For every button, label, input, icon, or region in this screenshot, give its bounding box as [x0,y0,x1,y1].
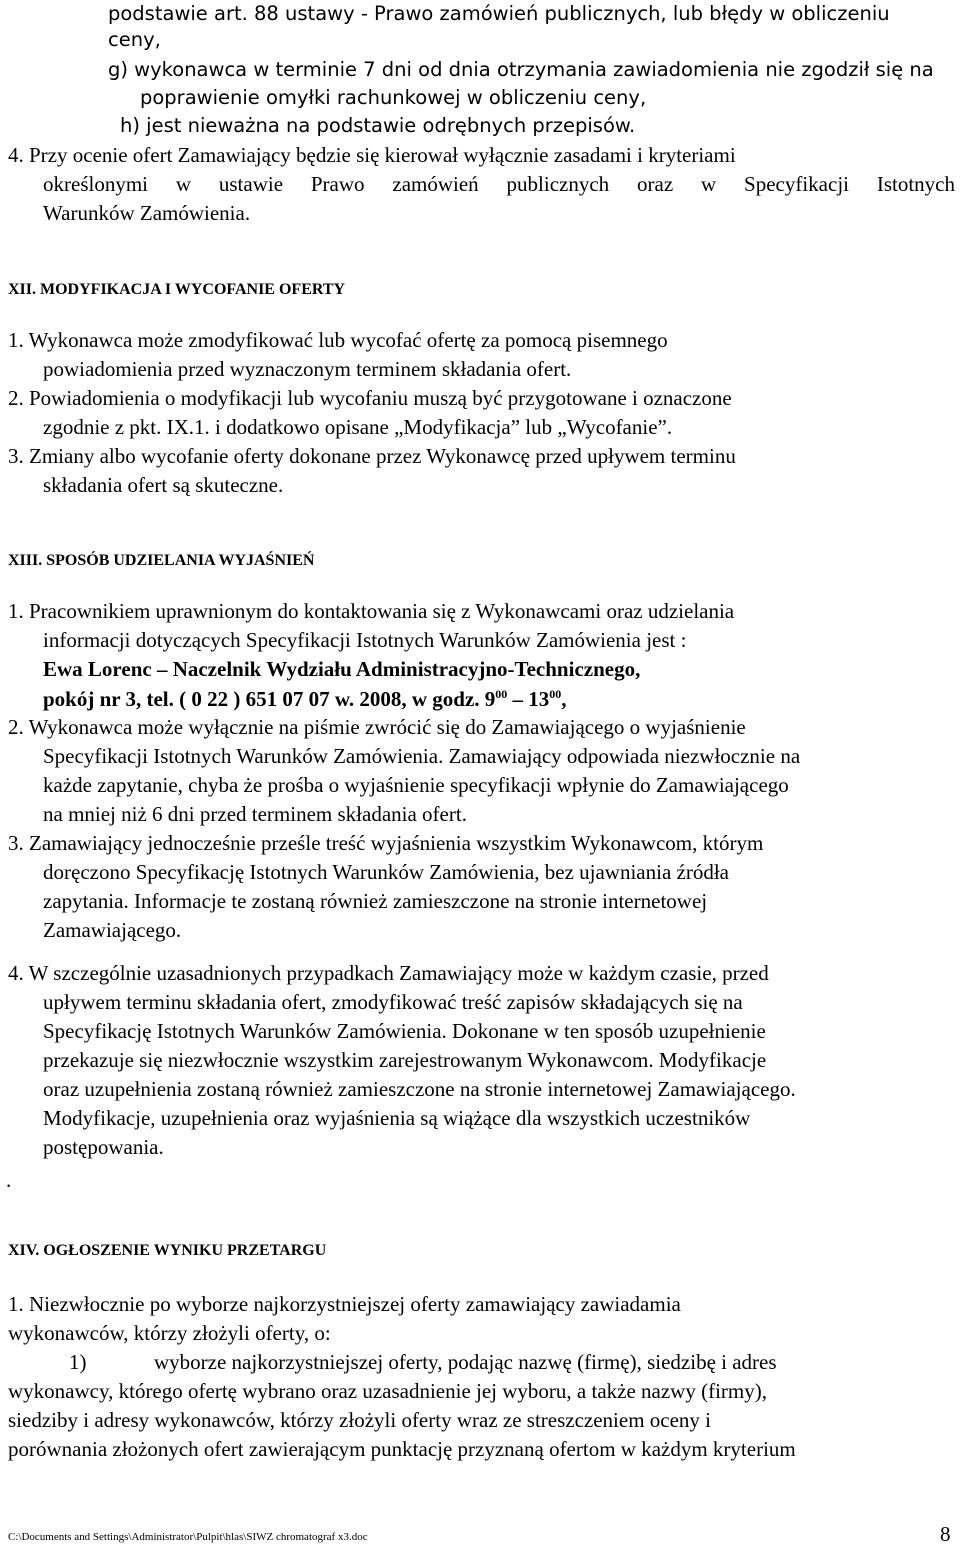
list-item-line: przekazuje się niezwłocznie wszystkim zarejestrowanym Wykonawcom. Modyfikacje [43,1048,767,1072]
text-line: podstawie art. 88 ustawy - Prawo zamówień publicznych, lub błędy w obliczeniu [108,2,890,25]
paragraph-line: Warunków Zamówienia. [43,201,251,225]
list-item-line: Specyfikację Istotnych Warunków Zamówienia. Dokonane w ten sposób uzupełnienie [43,1019,766,1043]
page-number: 8 [940,1522,951,1546]
superscript: 00 [549,687,562,701]
sub-item-text: wyborze najkorzystniejszej oferty, podając nazwę (firmę), siedzibę i adres [154,1350,777,1374]
list-item-line: postępowania. [43,1135,164,1159]
contact-person: Ewa Lorenc – Naczelnik Wydziału Administracyjno-Technicznego, [43,657,641,681]
sub-item-line [8,1352,777,1373]
list-item-line: Specyfikacji Istotnych Warunków Zamówienia. Zamawiający odpowiada niezwłocznie na [43,744,801,768]
list-item-line: zapytania. Informacje te zostaną również zamieszczone na stronie internetowej [43,889,708,913]
list-item-line: 2. Wykonawca może wyłącznie na piśmie zwrócić się do Zamawiającego o wyjaśnienie [8,715,746,739]
text-line: siedziby i adresy wykonawców, którzy złożyli oferty wraz ze streszczeniem oceny i [8,1408,712,1432]
stray-dot: . [6,1168,12,1192]
text-line: g) wykonawca w terminie 7 dni od dnia otrzymania zawiadomienia nie zgodził się na [108,58,934,81]
list-item-line: 1. Wykonawca może zmodyfikować lub wycofać ofertę za pomocą pisemnego [8,328,668,352]
list-item-line: na mniej niż 6 dni przed terminem składania ofert. [43,802,467,826]
section-heading: XIII. SPOSÓB UDZIELANIA WYJAŚNIEŃ [8,552,315,569]
list-item-line: 4. W szczególnie uzasadnionych przypadkach Zamawiający może w każdym czasie, przed [8,961,769,985]
list-item-line: wykonawców, którzy złożyli oferty, o: [8,1321,331,1345]
text-line: porównania złożonych ofert zawierającym punktację przyznaną ofertom w każdym kryterium [8,1437,796,1461]
section-heading: XII. MODYFIKACJA I WYCOFANIE OFERTY [8,281,346,298]
text-line: ceny, [108,28,161,51]
list-item-line: Zamawiającego. [43,918,182,942]
list-item-line: powiadomienia przed wyznaczonym terminem składania ofert. [43,357,572,381]
footer-file-path: C:\Documents and Settings\Administrator\Pulpit\hlas\SIWZ chromatograf x3.doc [8,1531,368,1543]
list-item-line: doręczono Specyfikację Istotnych Warunków Zamówienia, bez ujawniania źródła [43,860,729,884]
contact-phone-hours: pokój nr 3, tel. ( 0 22 ) 651 07 07 w. 2008, w godz. 9 [43,687,496,711]
paragraph-line: określonymi w ustawie Prawo zamówień publicznych oraz w Specyfikacji Istotnych [43,172,955,196]
list-item-line: informacji dotyczących Specyfikacji Istotnych Warunków Zamówienia jest : [43,628,687,652]
list-item-line: oraz uzupełnienia zostaną również zamieszczone na stronie internetowej Zamawiającego. [43,1077,796,1101]
list-item-line: 3. Zmiany albo wycofanie oferty dokonane przez Wykonawcę przed upływem terminu [8,444,736,468]
list-item-line: składania ofert są skuteczne. [43,473,284,497]
superscript: 00 [495,687,508,701]
text-line: h) jest nieważna na podstawie odrębnych przepisów. [120,114,636,137]
text-run: 4. Przy ocenie ofert Zamawiający będzie się kierował wyłącznie zasadami i kryteriami [8,143,736,167]
list-item-line: upływem terminu składania ofert, zmodyfikować treść zapisów składających się na [43,990,743,1014]
list-item-line: 3. Zamawiający jednocześnie prześle treść wyjaśnienia wszystkim Wykonawcom, którym [8,831,764,855]
text-line: poprawienie omyłki rachunkowej w obliczeniu ceny, [140,86,647,109]
sub-item-number: 1) [69,1350,87,1374]
list-item-line: 1. Niezwłocznie po wyborze najkorzystniejszej oferty zamawiający zawiadamia [8,1292,681,1316]
list-item-line: Modyfikacje, uzupełnienia oraz wyjaśnienia są wiążące dla wszystkich uczestników [43,1106,751,1130]
paragraph-line [8,145,955,166]
section-heading: XIV. OGŁOSZENIE WYNIKU PRZETARGU [8,1242,327,1259]
list-item-line: każde zapytanie, chyba że prośba o wyjaśnienie specyfikacji wpłynie do Zamawiającego [43,773,789,797]
list-item-line: 2. Powiadomienia o modyfikacji lub wycofaniu muszą być przygotowane i oznaczone [8,386,732,410]
text-run: – 13 [507,687,550,711]
list-item-line: zgodnie z pkt. IX.1. i dodatkowo opisane „Modyfikacja” lub „Wycofanie”. [43,415,673,439]
text-line: wykonawcy, którego ofertę wybrano oraz uzasadnienie jej wyboru, a także nazwy (firmy), [8,1379,767,1403]
contact-details [43,688,567,710]
text-run: , [561,687,567,711]
list-item-line: 1. Pracownikiem uprawnionym do kontaktowania się z Wykonawcami oraz udzielania [8,599,735,623]
